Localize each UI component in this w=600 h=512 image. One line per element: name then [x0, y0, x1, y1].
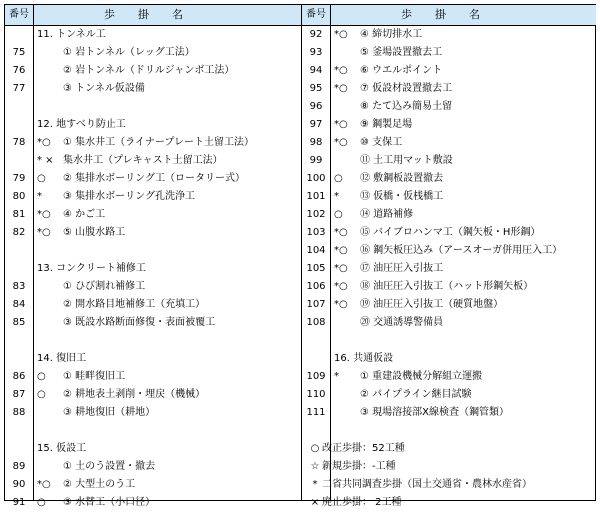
- legend-text: 二省共同調査歩掛（国土交通省・農林水産省）: [322, 479, 532, 490]
- item-name: ① 重建設機械分解組立運搬: [360, 371, 483, 382]
- section-title: 16. 共通仮設: [334, 353, 394, 364]
- table-row: [302, 188, 596, 206]
- item-name: ⑪ 土工用マット敷設: [360, 155, 453, 166]
- item-name: 集水井工（プレキャスト土留工法）: [63, 155, 223, 166]
- table-row: [302, 278, 596, 296]
- item-name: ③ 耕地復旧（耕地）: [63, 407, 156, 418]
- item-name: ⑤ 釜場設置撤去工: [360, 47, 443, 58]
- item-number: 108: [306, 317, 326, 328]
- item-number: 87: [12, 389, 26, 400]
- table-row: [302, 116, 596, 134]
- revision-mark: ○: [334, 173, 343, 184]
- revision-mark: *: [37, 191, 42, 202]
- item-number: 98: [309, 137, 323, 148]
- item-name: ⑥ ウエルポイント: [360, 65, 443, 76]
- legend-row: [302, 458, 596, 476]
- item-number: 105: [306, 263, 326, 274]
- revision-mark: *: [334, 191, 339, 202]
- table-row: [302, 404, 596, 422]
- section-heading: [302, 350, 596, 368]
- item-number: 99: [309, 155, 323, 166]
- item-name: ③ 集排水ボーリング孔洗浄工: [63, 191, 195, 202]
- revision-mark: *○: [334, 281, 348, 292]
- item-number: 82: [12, 227, 26, 238]
- item-number: 97: [309, 119, 323, 130]
- item-name: ⑭ 道路補修: [360, 209, 414, 220]
- table-row: [302, 242, 596, 260]
- table-row: [302, 44, 596, 62]
- table-row: [302, 368, 596, 386]
- item-number: 79: [12, 173, 26, 184]
- table-row: [5, 278, 301, 296]
- revision-mark: *○: [334, 227, 348, 238]
- table-row: [302, 206, 596, 224]
- item-name: ③ 水替工（小口径）: [63, 497, 156, 508]
- blank-row: [5, 422, 301, 440]
- section-heading: [5, 116, 301, 134]
- item-number: 111: [306, 407, 326, 418]
- item-number: 83: [12, 281, 26, 292]
- item-name: ⑲ 油圧圧入引抜工（硬質地盤）: [360, 299, 504, 310]
- left-column: [5, 5, 301, 508]
- item-number: 80: [12, 191, 26, 202]
- revision-mark: *○: [37, 227, 51, 238]
- item-name: ③ トンネル仮設備: [63, 83, 145, 94]
- revision-mark: *○: [334, 119, 348, 130]
- legend-row: [302, 440, 596, 458]
- item-number: 81: [12, 209, 26, 220]
- section-title: 15. 仮設工: [37, 443, 87, 454]
- table-header: [302, 5, 596, 26]
- item-number: 78: [12, 137, 26, 148]
- table-row: [302, 386, 596, 404]
- item-number: 76: [12, 65, 26, 76]
- table-row: [5, 62, 301, 80]
- table-row: [302, 26, 596, 44]
- item-number: 106: [306, 281, 326, 292]
- table-row: [302, 224, 596, 242]
- revision-mark: * ×: [37, 155, 54, 166]
- table-row: [5, 206, 301, 224]
- item-number: 85: [12, 317, 26, 328]
- item-number: 100: [306, 173, 326, 184]
- item-name: ① 畦畔復旧工: [63, 371, 126, 382]
- table-row: [5, 170, 301, 188]
- item-name: ⑬ 仮橋・仮桟橋工: [360, 191, 444, 202]
- table-row: [302, 170, 596, 188]
- table-row: [302, 260, 596, 278]
- table-row: [5, 224, 301, 242]
- item-number: 101: [306, 191, 326, 202]
- legend-row: [302, 494, 596, 512]
- section-title: 13. コンクリート補修工: [37, 263, 146, 274]
- legend-text: 廃止歩掛： 2工種: [322, 497, 402, 508]
- right-column: [301, 5, 596, 508]
- item-name: ⑧ たて込み簡易土留: [360, 101, 453, 112]
- revision-mark: *○: [334, 137, 348, 148]
- item-number: 107: [306, 299, 326, 310]
- item-name: ② 大型土のう工: [63, 479, 136, 490]
- revision-mark: ○: [334, 209, 343, 220]
- revision-mark: *○: [37, 137, 51, 148]
- revision-mark: *○: [334, 299, 348, 310]
- table-row: [302, 98, 596, 116]
- blank-row: [302, 422, 596, 440]
- item-number: 84: [12, 299, 26, 310]
- item-name: ⑦ 仮設材設置撤去工: [360, 83, 453, 94]
- legend-mark: ☆: [310, 461, 320, 472]
- item-name: ⑳ 交通誘導警備員: [360, 317, 444, 328]
- item-number: 92: [309, 29, 323, 40]
- item-name: ⑨ 鋼製足場: [360, 119, 413, 130]
- table-row: [5, 296, 301, 314]
- item-number: 102: [306, 209, 326, 220]
- item-name: ① 岩トンネル（レッグ工法）: [63, 47, 195, 58]
- item-number: 88: [12, 407, 26, 418]
- item-name: ⑯ 鋼矢板圧込み（アースオーガ併用圧入工）: [360, 245, 563, 256]
- legend-mark: ○: [310, 443, 320, 454]
- item-name: ② パイプライン継目試験: [360, 389, 472, 400]
- item-number: 75: [12, 47, 26, 58]
- table-row: [5, 134, 301, 152]
- item-number: 77: [12, 83, 26, 94]
- item-number: 91: [12, 497, 26, 508]
- item-number: 104: [306, 245, 326, 256]
- revision-mark: ○: [37, 371, 46, 382]
- revision-mark: *○: [37, 479, 51, 490]
- revision-mark: *: [334, 371, 339, 382]
- revision-mark: ○: [37, 389, 46, 400]
- header-number: 番号: [5, 5, 34, 25]
- header-name: 歩 掛 名: [104, 8, 189, 21]
- table-row: [302, 62, 596, 80]
- item-name: ④ かご工: [63, 209, 106, 220]
- item-name: ② 耕地表土剥削・埋戻（機械）: [63, 389, 206, 400]
- table-row: [5, 494, 301, 512]
- item-number: 109: [306, 371, 326, 382]
- legend-mark: *: [312, 479, 318, 490]
- item-name: ① 集水井工（ライナープレート土留工法）: [63, 137, 254, 148]
- table-row: [5, 476, 301, 494]
- table-row: [302, 80, 596, 98]
- item-number: 103: [306, 227, 326, 238]
- item-name: ⑩ 支保工: [360, 137, 403, 148]
- item-number: 110: [306, 389, 326, 400]
- item-name: ⑱ 油圧圧入引抜工（ハット形鋼矢板）: [360, 281, 534, 292]
- item-name: ① 土のう設置・撤去: [63, 461, 156, 472]
- table-row: [5, 44, 301, 62]
- section-title: 14. 復旧工: [37, 353, 87, 364]
- item-name: ⑮ バイブロハンマ工（鋼矢板・H形鋼）: [360, 227, 541, 238]
- revision-mark: *○: [334, 83, 348, 94]
- table-row: [302, 314, 596, 332]
- legend-text: 新規歩掛：-工種: [322, 461, 396, 472]
- blank-row: [5, 98, 301, 116]
- revision-mark: ○: [37, 497, 46, 508]
- item-name: ② 集排水ボーリング工（ロータリー式）: [63, 173, 245, 184]
- section-title: 11. トンネル工: [37, 29, 106, 40]
- item-number: 94: [309, 65, 323, 76]
- revision-mark: ○: [37, 173, 46, 184]
- blank-row: [5, 242, 301, 260]
- header-name: 歩 掛 名: [401, 8, 486, 21]
- item-name: ② 岩トンネル（ドリルジャンボ工法）: [63, 65, 235, 76]
- item-number: 90: [12, 479, 26, 490]
- revision-mark: *○: [334, 65, 348, 76]
- section-title: 12. 地すべり防止工: [37, 119, 126, 130]
- item-name: ⑰ 油圧圧入引抜工: [360, 263, 444, 274]
- table-row: [302, 296, 596, 314]
- blank-row: [302, 332, 596, 350]
- item-name: ⑫ 敷鋼板設置撤去: [360, 173, 444, 184]
- item-number: 86: [12, 371, 26, 382]
- table-row: [5, 404, 301, 422]
- table-row: [5, 458, 301, 476]
- item-name: ① ひび割れ補修工: [63, 281, 146, 292]
- revision-mark: *○: [334, 245, 348, 256]
- section-heading: [5, 260, 301, 278]
- section-heading: [5, 350, 301, 368]
- estimate-table: [4, 4, 596, 508]
- table-row: [302, 134, 596, 152]
- section-heading: [5, 26, 301, 44]
- revision-mark: *○: [334, 263, 348, 274]
- revision-mark: *○: [334, 29, 348, 40]
- table-row: [5, 368, 301, 386]
- table-row: [5, 80, 301, 98]
- item-name: ④ 締切排水工: [360, 29, 423, 40]
- item-number: 89: [12, 461, 26, 472]
- table-row: [5, 188, 301, 206]
- item-name: ③ 現場溶接部X線検査（鋼管類）: [360, 407, 509, 418]
- table-header: [5, 5, 301, 26]
- item-number: 95: [309, 83, 323, 94]
- table-row: [302, 152, 596, 170]
- table-row: [5, 314, 301, 332]
- revision-mark: *○: [37, 209, 51, 220]
- header-number: 番号: [302, 5, 331, 25]
- item-name: ③ 既設水路断面修復・表面被覆工: [63, 317, 216, 328]
- legend-mark: ×: [310, 497, 320, 508]
- section-heading: [5, 440, 301, 458]
- table-row: [5, 152, 301, 170]
- item-number: 96: [309, 101, 323, 112]
- legend-row: [302, 476, 596, 494]
- item-number: 93: [309, 47, 323, 58]
- legend-text: 改正歩掛：52工種: [322, 443, 405, 454]
- item-name: ② 開水路目地補修工（充填工）: [63, 299, 206, 310]
- item-name: ⑤ 山腹水路工: [63, 227, 126, 238]
- blank-row: [5, 332, 301, 350]
- table-row: [5, 386, 301, 404]
